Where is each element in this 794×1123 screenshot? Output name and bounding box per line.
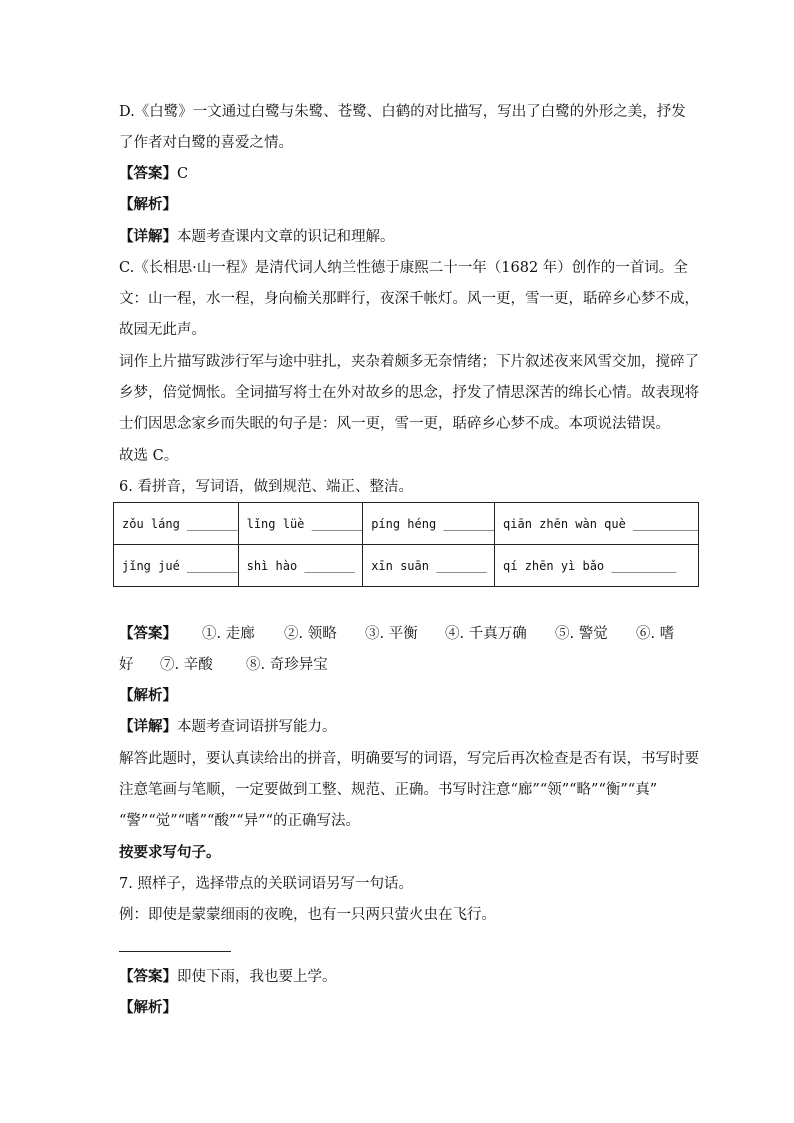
table-row <box>114 545 699 587</box>
analysis-heading: 【解析】 <box>119 999 177 1016</box>
text-line: 乡梦，倍觉惆怅。全词描写将士在外对故乡的思念，抒发了情思深苦的绵长心情。故表现将 <box>119 385 699 401</box>
pinyin-cell: lǐng lüè _______ <box>238 503 363 545</box>
analysis-heading: 【解析】 <box>119 196 177 213</box>
answer-tag: 【答案】 <box>119 165 177 182</box>
pinyin-cell: píng héng _______ <box>363 503 495 545</box>
table-row <box>114 503 699 545</box>
answer-item: ⑥. 嗜 <box>636 626 675 642</box>
answer-line <box>119 967 689 987</box>
pinyin-table <box>113 502 699 587</box>
detail-tag: 【详解】 <box>119 718 177 735</box>
answer-item: ③. 平衡 <box>365 626 418 642</box>
answer-item: ⑦. 辛酸 <box>160 657 213 673</box>
question-7-title: 7. 照样子，选择带点的关联词语另写一句话。 <box>119 876 413 892</box>
section-heading: 按要求写句子。 <box>119 844 221 861</box>
answer-value: C <box>177 166 189 182</box>
detail-value: 本题考查词语拼写能力。 <box>177 719 337 735</box>
detail-line <box>119 717 689 737</box>
text-line: D.《白鹭》一文通过白鹭与朱鹭、苍鹭、白鹤的对比描写，写出了白鹭的外形之美，抒发 <box>119 104 686 120</box>
answer-item: ①. 走廊 <box>202 626 255 642</box>
answer-item: ④. 千真万确 <box>445 626 527 642</box>
text-line: “警”“觉”“嗜”“酸”“异”“的正确写法。 <box>119 813 361 829</box>
text-line: 解答此题时，要认真读给出的拼音，明确要写的词语，写完后再次检查是否有误，书写时要 <box>119 751 699 767</box>
detail-line <box>119 227 689 247</box>
pinyin-cell: qí zhēn yì bǎo _________ <box>495 545 699 587</box>
pinyin-cell: qiān zhēn wàn què _________ <box>495 503 699 545</box>
question-6-title: 6. 看拼音，写词语，做到规范、端正、整洁。 <box>119 479 413 495</box>
pinyin-cell: zǒu láng _______ <box>114 503 239 545</box>
text-line: 词作上片描写跋涉行军与途中驻扎，夹杂着颇多无奈情绪；下片叙述夜来风雪交加，搅碎了 <box>119 354 699 370</box>
text-line: C.《长相思·山一程》是清代词人纳兰性德于康熙二十一年（1682 年）创作的一首词。全 <box>119 260 688 276</box>
answer-item: ⑧. 奇珍异宝 <box>246 657 328 673</box>
text-line: 注意笔画与笔顺，一定要做到工整、规范、正确。书写时注意“廊”“领”“略”“衡”“真” <box>119 782 658 798</box>
text-line: 文：山一程，水一程，身向榆关那畔行，夜深千帐灯。风一更，雪一更，聒碎乡心梦不成， <box>119 291 699 307</box>
answer-tag: 【答案】 <box>119 968 177 985</box>
text-line: 士们因思念家乡而失眠的句子是：风一更，雪一更，聒碎乡心梦不成。本项说法错误。 <box>119 416 670 432</box>
detail-tag: 【详解】 <box>119 228 177 245</box>
pinyin-cell: jǐng jué _______ <box>114 545 239 587</box>
answer-item: ②. 领略 <box>284 626 337 642</box>
pinyin-cell: shì hào _______ <box>238 545 363 587</box>
answer-blank-line <box>119 951 231 952</box>
answer-line <box>119 164 689 184</box>
analysis-heading: 【解析】 <box>119 687 177 704</box>
answer-tag: 【答案】 <box>119 625 177 642</box>
answer-value: 即使下雨，我也要上学。 <box>177 969 337 985</box>
text-line: 故选 C。 <box>119 448 179 464</box>
detail-value: 本题考查课内文章的识记和理解。 <box>177 229 395 245</box>
example-line: 例：即使是蒙蒙细雨的夜晚，也有一只两只萤火虫在飞行。 <box>119 907 496 923</box>
answer-item: ⑤. 警觉 <box>555 626 608 642</box>
text-line: 故园无此声。 <box>119 322 206 338</box>
answer-item: 好 <box>119 657 134 673</box>
pinyin-cell: xīn suān _______ <box>363 545 495 587</box>
text-line: 了作者对白鹭的喜爱之情。 <box>119 135 293 151</box>
